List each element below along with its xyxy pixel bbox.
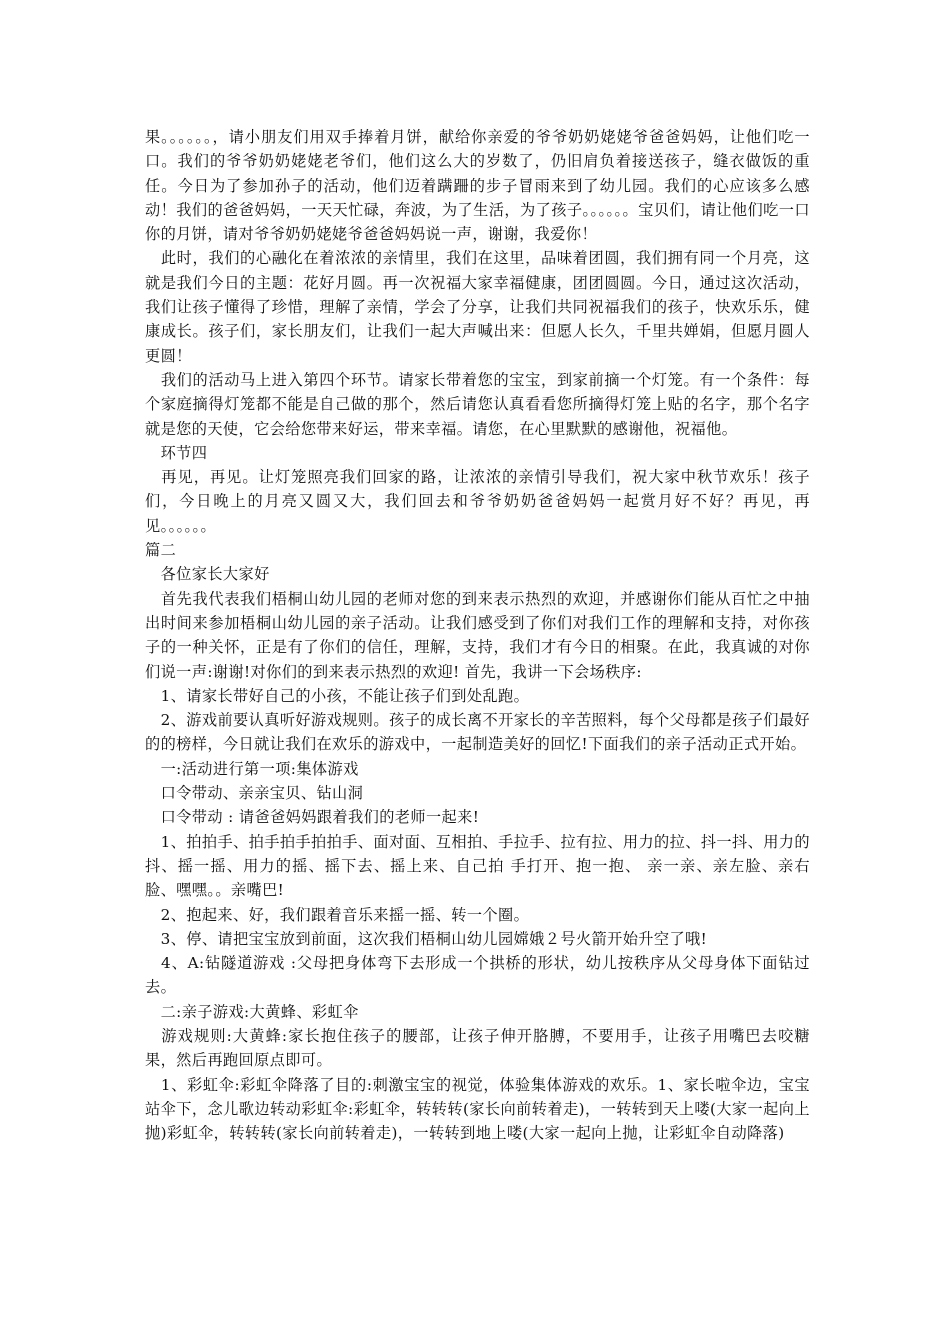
paragraph: 再见，再见。让灯笼照亮我们回家的路，让浓浓的亲情引导我们，祝大家中秋节欢乐！孩子们，今日晚上的月亮又圆又大，我们回去和爷爷奶奶爸爸妈妈一起赏月好不好？再见，再见。。。。。。 [145,468,810,535]
section-heading: 篇二 [145,541,177,560]
paragraph: 游戏规则:大黄蜂:家长抱住孩子的腰部，让孩子伸开胳膊，不要用手，让孩子用嘴巴去咬糖果，然后再跑回原点即可。 [145,1026,810,1070]
list-item: 1、请家长带好自己的小孩，不能让孩子们到处乱跑。 [145,686,530,705]
paragraph: 我们的活动马上进入第四个环节。请家长带着您的宝宝，到家前摘一个灯笼。有一个条件：每个家庭摘得灯笼都不能是自己做的那个，然后请您认真看看您所摘得灯笼上贴的名字，那个名字就是您的天使，它会给您带来好运，带来幸福。请您，在心里默默的感谢他，祝福他。 [145,370,810,438]
list-item: 2、抱起来、好，我们跟着音乐来摇一摇、转一个圈。 [145,905,530,924]
list-item: 1、拍拍手、拍手拍手拍拍手、面对面、互相拍、手拉手、拉有拉、用力的拉、抖一抖、用力的抖、摇一摇、用力的摇、摇下去、摇上来、自己拍 手打开、抱一抱、 亲一亲、亲左脸、亲右脸、嘿嘿。。亲嘴巴! [145,832,810,900]
paragraph: 口令带动 : 请爸爸妈妈跟着我们的老师一起来! [145,808,480,827]
paragraph: 果。。。。。。，请小朋友们用双手捧着月饼，献给你亲爱的爷爷奶奶姥姥爷爸爸妈妈，让他们吃一口。我们的爷爷奶奶姥姥老爷们，他们这么大的岁数了，仍旧肩负着接送孩子，缝衣做饭的重任。今日为了参加孙子的活动，他们迈着蹒跚的步子冒雨来到了幼儿园。我们的心应该多么感动！我们的爸爸妈妈，一天天忙碌，奔波，为了生活，为了孩子。。。。。。宝贝们，请让他们吃一口你的月饼，请对爷爷奶奶姥姥爷爸爸妈妈说一声，谢谢，我爱你！ [145,128,810,244]
list-item: 2、游戏前要认真听好游戏规则。孩子的成长离不开家长的辛苦照料，每个父母都是孩子们最好的的榜样，今日就让我们在欢乐的游戏中，一起制造美好的回忆!下面我们的亲子活动正式开始。 [145,711,810,754]
section-heading: 一:活动进行第一项:集体游戏 [145,759,359,778]
section-heading: 环节四 [145,443,208,462]
paragraph: 此时，我们的心融化在着浓浓的亲情里，我们在这里，品味着团圆，我们拥有同一个月亮，这就是我们今日的主题：花好月圆。再一次祝福大家幸福健康，团团圆圆。今日，通过这次活动，我们让孩子懂得了珍惜，理解了亲情，学会了分享，让我们共同祝福我们的孩子，快欢乐乐，健康成长。孩子们，家长朋友们，让我们一起大声喊出来：但愿人长久，千里共婵娟，但愿月圆人更圆！ [145,249,810,365]
paragraph: 首先我代表我们梧桐山幼儿园的老师对您的到来表示热烈的欢迎，并感谢你们能从百忙之中抽出时间来参加梧桐山幼儿园的亲子活动。让我们感受到了你们对我们工作的理解和支持，对你孩子的一种关怀，正是有了你们的信任，理解，支持，我们才有今日的相聚。在此，我真诚的对你们说一声:谢谢!对你们的到来表示热烈的欢迎! 首先，我讲一下会场秩序: [145,589,810,681]
list-item: 1、彩虹伞:彩虹伞降落了目的:刺激宝宝的视觉，体验集体游戏的欢乐。1、家长啦伞边，宝宝站伞下，念儿歌边转动彩虹伞:彩虹伞，转转转(家长向前转着走)，一转转到天上喽(大家一起向上抛)彩虹伞，转转转(家长向前转着走)，一转转到地上喽(大家一起向上抛，让彩虹伞自动降落) [145,1075,810,1143]
greeting: 各位家长大家好 [145,565,270,584]
section-heading: 二:亲子游戏:大黄蜂、彩虹伞 [145,1002,359,1021]
paragraph: 口令带动、亲亲宝贝、钻山洞 [145,784,364,803]
list-item: 3、停、请把宝宝放到前面，这次我们梧桐山幼儿园嫦娥２号火箭开始升空了哦! [145,929,708,948]
list-item: 4、A:钻隧道游戏 :父母把身体弯下去形成一个拱桥的形状，幼儿按秩序从父母身体下面钻过去。 [145,954,810,997]
